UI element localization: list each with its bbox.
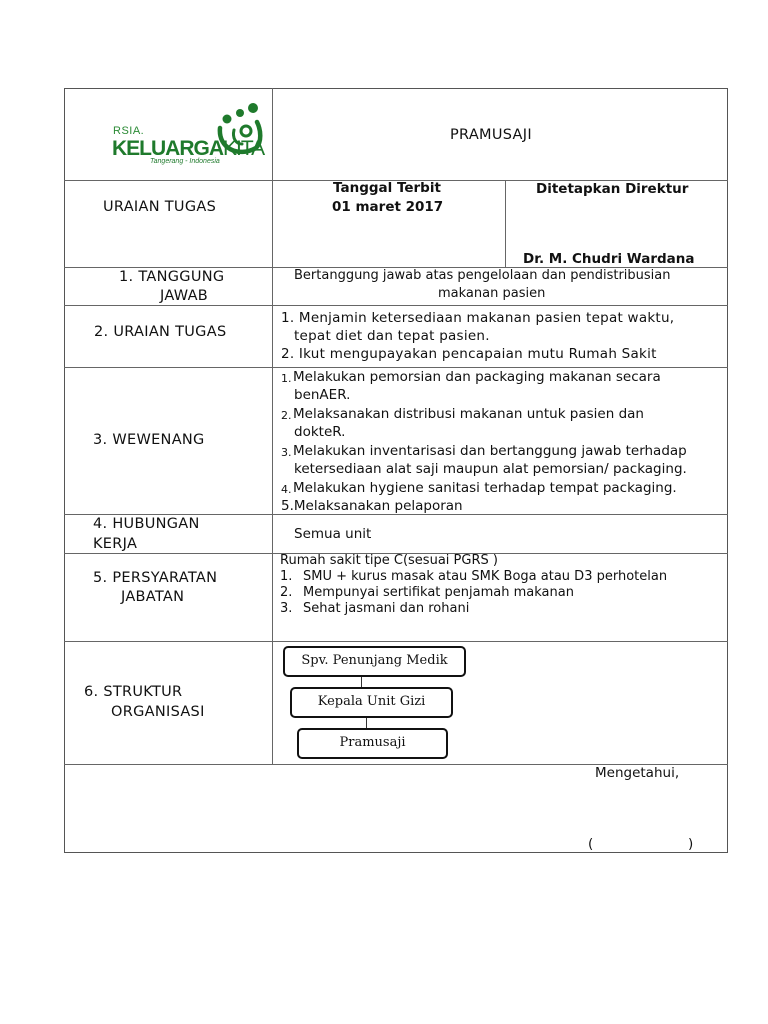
wewenang-item-2: Melaksanakan distribusi makanan untuk pasien dan — [293, 406, 644, 422]
uraian-item-2: 2. Ikut mengupayakan pencapaian mutu Rumah Sakit — [281, 346, 657, 362]
mengetahui-text: Mengetahui, — [595, 765, 680, 781]
wewenang-item-1-cont: benAER. — [294, 387, 351, 403]
section-struktur-label-2: ORGANISASI — [111, 704, 205, 720]
wewenang-item-5: 5.Melaksanakan pelaporan — [281, 498, 463, 514]
section-hubungan-label-2: KERJA — [93, 536, 138, 552]
wewenang-num-2: 2. — [281, 409, 292, 422]
persyaratan-item-3: Sehat jasmani dan rohani — [303, 601, 470, 616]
logo-tagline: Tangerang - Indonesia — [150, 158, 220, 165]
section-uraian-label: 2. URAIAN TUGAS — [94, 324, 227, 340]
section-tanggung-label: 1. TANGGUNG — [119, 269, 225, 285]
tanggal-terbit-value: 01 maret 2017 — [332, 199, 444, 215]
divider — [64, 305, 728, 306]
logo-name-a: KELUARGA — [112, 137, 223, 160]
wewenang-item-4: Melakukan hygiene sanitasi terhadap tempat packaging. — [293, 480, 677, 496]
section-persyaratan-label-2: JABATAN — [121, 589, 185, 605]
logo-name-b: KITA — [223, 137, 265, 160]
family-logo-icon — [214, 100, 264, 162]
signature-paren-open: ( — [588, 836, 594, 852]
signature-paren-close: ) — [688, 836, 694, 852]
persyaratan-item-2: Mempunyai sertifikat penjamah makanan — [303, 585, 574, 600]
direktur-name: Dr. M. Chudri Wardana — [523, 251, 695, 267]
persyaratan-intro: Rumah sakit tipe C(sesuai PGRS ) — [280, 553, 498, 568]
wewenang-item-2-cont: dokteR. — [294, 424, 346, 440]
tanggal-terbit-label: Tanggal Terbit — [333, 180, 441, 196]
section-wewenang-label: 3. WEWENANG — [93, 432, 205, 448]
wewenang-num-4: 4. — [281, 483, 292, 496]
row-label-uraian-tugas: URAIAN TUGAS — [103, 199, 217, 215]
section-tanggung-label-2: JAWAB — [160, 288, 209, 304]
tanggung-text-2: makanan pasien — [438, 286, 546, 301]
section-struktur-label: 6. STRUKTUR — [84, 684, 183, 700]
tanggung-text-1: Bertanggung jawab atas pengelolaan dan pendistribusian — [294, 268, 671, 283]
section-persyaratan-label: 5. PERSYARATAN — [93, 570, 218, 586]
persyaratan-num-3: 3. — [280, 601, 293, 616]
ditetapkan-direktur-label: Ditetapkan Direktur — [536, 181, 689, 197]
org-box-pramusaji: Pramusaji — [297, 728, 448, 759]
hubungan-value: Semua unit — [294, 526, 372, 542]
uraian-item-1: 1. Menjamin ketersediaan makanan pasien tepat waktu, — [281, 310, 675, 326]
logo-rs-text: RSIA. — [113, 125, 145, 137]
org-box-kepala-gizi: Kepala Unit Gizi — [290, 687, 453, 718]
section-hubungan-label: 4. HUBUNGAN — [93, 516, 200, 532]
divider — [272, 88, 273, 765]
uraian-item-1-cont: tepat diet dan tepat pasien. — [294, 328, 490, 344]
divider — [64, 641, 728, 642]
wewenang-item-3: Melakukan inventarisasi dan bertanggung jawab terhadap — [293, 443, 687, 459]
persyaratan-item-1: SMU + kurus masak atau SMK Boga atau D3 perhotelan — [303, 569, 668, 584]
wewenang-item-3-cont: ketersediaan alat saji maupun alat pemorsian/ packaging. — [294, 461, 687, 477]
wewenang-num-3: 3. — [281, 446, 292, 459]
persyaratan-num-2: 2. — [280, 585, 293, 600]
wewenang-num-1: 1. — [281, 372, 292, 385]
persyaratan-num-1: 1. — [280, 569, 293, 584]
divider — [505, 180, 506, 267]
org-box-spv: Spv. Penunjang Medik — [283, 646, 466, 677]
wewenang-item-1: Melakukan pemorsian dan packaging makanan secara — [293, 369, 661, 385]
document-title: PRAMUSAJI — [450, 127, 532, 143]
